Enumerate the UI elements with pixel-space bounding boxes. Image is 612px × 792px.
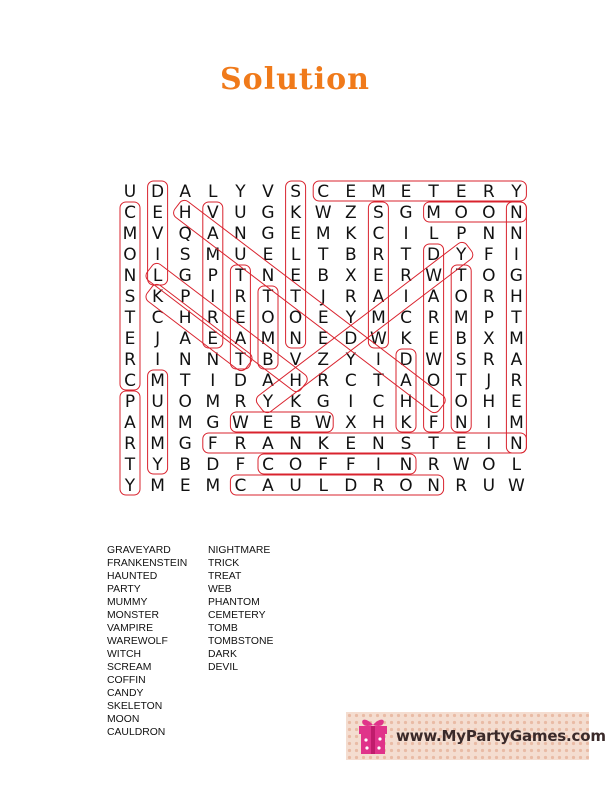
word-list-column-1	[107, 544, 187, 739]
grid-letter: M	[205, 392, 221, 412]
grid-letter: L	[511, 455, 522, 475]
grid-letter: N	[454, 413, 468, 433]
grid-letter: T	[456, 266, 467, 286]
grid-letter: V	[151, 224, 164, 244]
grid-letter: T	[124, 308, 136, 328]
grid-letter: O	[288, 455, 303, 475]
grid-letter: S	[290, 182, 301, 202]
grid-letter: M	[205, 476, 221, 496]
grid-letter: M	[426, 203, 441, 223]
grid-letter: G	[399, 203, 413, 223]
grid-letter: F	[345, 455, 356, 475]
grid-letter: U	[234, 245, 247, 265]
grid-letter: E	[179, 476, 191, 496]
grid-letter: O	[426, 371, 441, 391]
grid-letter: M	[150, 434, 165, 454]
grid-letter: T	[428, 182, 439, 202]
grid-letter: Y	[235, 182, 246, 202]
grid-letter: F	[318, 455, 329, 475]
grid-letter: S	[455, 350, 467, 370]
grid-letter: I	[403, 287, 409, 307]
grid-letter: L	[318, 476, 328, 496]
grid-letter: G	[261, 203, 275, 223]
grid-letter: L	[208, 182, 218, 202]
grid-letter: B	[262, 350, 274, 370]
grid-letter: I	[375, 350, 381, 370]
grid-letter: I	[155, 350, 161, 370]
grid-letter: O	[399, 476, 413, 496]
grid-letter: W	[425, 350, 443, 370]
grid-letter: E	[511, 392, 522, 412]
grid-letter: N	[289, 329, 302, 349]
grid-letter: Y	[456, 245, 467, 265]
grid-letter: E	[428, 329, 439, 349]
grid-letter: A	[510, 350, 523, 370]
word-list-item: CEMETERY	[208, 610, 266, 621]
word-list-item: NIGHTMARE	[208, 545, 271, 556]
word-list-column-2	[208, 544, 273, 674]
grid-letter: Q	[178, 224, 192, 244]
grid-letter: J	[486, 371, 492, 391]
word-list-item: WAREWOLF	[107, 636, 168, 647]
gift-icon	[354, 715, 392, 757]
grid-letter: S	[373, 203, 384, 223]
grid-letter: T	[124, 455, 136, 475]
word-list-item: TRICK	[208, 558, 240, 569]
grid-letter: K	[290, 203, 302, 223]
grid-letter: T	[373, 371, 384, 391]
grid-letter: I	[403, 224, 409, 244]
grid-letter: B	[344, 245, 357, 265]
grid-letter: E	[124, 329, 136, 349]
grid-letter: N	[510, 203, 523, 223]
grid-letter: W	[314, 203, 332, 223]
grid-letter: A	[427, 287, 440, 307]
grid-letter: N	[234, 224, 247, 244]
site-url[interactable]: www.MyPartyGames.com	[396, 727, 606, 745]
grid-letter: C	[400, 308, 412, 328]
grid-letter: W	[369, 329, 387, 349]
grid-letter: K	[290, 392, 302, 412]
grid-letter: R	[400, 266, 412, 286]
grid-letter: N	[206, 350, 220, 370]
grid-letter: P	[180, 287, 191, 307]
grid-letter: M	[150, 413, 165, 433]
grid-letter: D	[206, 455, 220, 475]
grid-letter: K	[152, 287, 164, 307]
grid-letter: T	[290, 287, 301, 307]
grid-letter: W	[452, 455, 470, 475]
grid-letter: I	[348, 392, 354, 412]
word-list-item: VAMPIRE	[107, 623, 153, 634]
grid-letter: I	[210, 371, 216, 391]
grid-letter: Y	[345, 350, 356, 370]
grid-letter: M	[177, 413, 193, 433]
grid-letter: T	[262, 287, 274, 307]
grid-letter: P	[456, 224, 467, 244]
grid-letter: M	[150, 476, 165, 496]
word-list-item: WEB	[208, 584, 232, 595]
grid-letter: T	[456, 371, 467, 391]
grid-letter: J	[320, 287, 326, 307]
grid-letter: Z	[344, 203, 357, 223]
grid-letter: A	[262, 371, 274, 391]
grid-letter: L	[290, 245, 301, 265]
grid-letter: F	[483, 245, 494, 265]
grid-letter: M	[453, 308, 469, 328]
word-list-item: PHANTOM	[208, 597, 260, 608]
grid-letter: H	[399, 392, 413, 412]
grid-letter: U	[289, 476, 302, 496]
grid-letter: G	[316, 392, 330, 412]
grid-letter: B	[455, 329, 468, 349]
word-list-item: SKELETON	[107, 701, 163, 712]
grid-letter: A	[179, 182, 192, 202]
grid-letter: E	[235, 308, 246, 328]
grid-letter: F	[235, 455, 246, 475]
grid-letter: I	[486, 434, 492, 454]
grid-letter: U	[123, 182, 137, 202]
grid-letter: L	[428, 224, 439, 244]
grid-letter: N	[510, 224, 523, 244]
site-banner[interactable]	[346, 712, 606, 760]
grid-letter: J	[155, 329, 161, 349]
grid-letter: N	[510, 434, 523, 454]
grid-letter: D	[344, 329, 358, 349]
word-list-item: TOMB	[208, 623, 238, 634]
grid-letter: W	[314, 413, 332, 433]
grid-letter: D	[344, 476, 358, 496]
word-list-item: TOMBSTONE	[208, 636, 274, 647]
grid-letter: X	[344, 413, 357, 433]
grid-letter: U	[482, 476, 496, 496]
word-list-item: FRANKENSTEIN	[107, 558, 188, 569]
grid-letter: A	[124, 413, 136, 433]
grid-letter: R	[427, 308, 440, 328]
solution-ring	[258, 454, 416, 474]
grid-letter: H	[372, 413, 385, 433]
grid-letter: R	[455, 476, 468, 496]
grid-letter: I	[210, 287, 216, 307]
grid-letter: V	[289, 350, 302, 370]
grid-letter: P	[483, 308, 494, 328]
grid-letter: H	[510, 287, 523, 307]
grid-letter: B	[179, 455, 192, 475]
grid-letter: R	[372, 476, 385, 496]
word-list-item: CAULDRON	[107, 727, 166, 738]
grid-letter: N	[289, 434, 302, 454]
word-list-item: PARTY	[107, 584, 141, 595]
grid-letter: D	[427, 245, 441, 265]
grid-letter: W	[507, 476, 525, 496]
word-list-item: MUMMY	[107, 597, 148, 608]
grid-letter: O	[454, 203, 468, 223]
grid-letter: O	[482, 455, 496, 475]
word-list-item: DEVIL	[208, 662, 239, 673]
grid-letter: C	[124, 371, 136, 391]
grid-letter: N	[399, 455, 413, 475]
word-list-item: GRAVEYARD	[107, 545, 171, 556]
grid-letter: G	[178, 434, 192, 454]
solution-ring	[254, 240, 475, 415]
solution-ring	[144, 261, 310, 394]
grid-letter: R	[372, 245, 385, 265]
grid-letter: E	[290, 266, 301, 286]
word-list-item: HAUNTED	[107, 571, 158, 582]
grid-letter: M	[509, 329, 524, 349]
grid-letter: E	[345, 182, 357, 202]
grid-letter: O	[482, 266, 496, 286]
page-title: Solution	[220, 62, 370, 97]
grid-letter: V	[262, 182, 274, 202]
grid-letter: U	[151, 392, 164, 412]
word-list-item: TREAT	[208, 571, 242, 582]
grid-letter: E	[373, 266, 384, 286]
grid-letter: F	[207, 434, 218, 454]
grid-letter: G	[178, 266, 192, 286]
grid-letter: A	[206, 224, 219, 244]
grid-letter: I	[155, 245, 161, 265]
grid-letter: R	[317, 371, 330, 391]
grid-letter: F	[428, 413, 439, 433]
grid-letter: A	[400, 371, 412, 391]
grid-letter: I	[375, 455, 381, 475]
grid-letter: O	[123, 245, 137, 265]
grid-letter: N	[261, 266, 275, 286]
grid-letter: C	[344, 371, 357, 391]
grid-letter: K	[317, 434, 329, 454]
grid-letter: E	[290, 224, 301, 244]
grid-letter: O	[454, 392, 468, 412]
grid-letter: E	[345, 434, 357, 454]
grid-letter: E	[317, 308, 329, 328]
word-list-item: COFFIN	[107, 675, 146, 686]
grid-letter: E	[262, 245, 274, 265]
grid-letter: C	[124, 203, 136, 223]
grid-letter: A	[234, 329, 247, 349]
grid-letter: R	[482, 350, 495, 370]
grid-letter: O	[482, 203, 496, 223]
grid-letter: M	[371, 308, 386, 328]
grid-letter: D	[151, 182, 165, 202]
grid-letter: R	[124, 350, 136, 370]
grid-letter: T	[318, 245, 329, 265]
grid-letter: B	[317, 266, 330, 286]
grid-letter: C	[317, 182, 330, 202]
word-list-item: WITCH	[107, 649, 142, 660]
grid-letter: O	[454, 287, 468, 307]
grid-letter: Y	[262, 392, 274, 412]
grid-letter: B	[289, 413, 302, 433]
grid-letter: C	[372, 392, 385, 412]
grid-letter: G	[509, 266, 523, 286]
grid-letter: M	[371, 182, 386, 202]
grid-letter: Y	[124, 476, 136, 496]
grid-letter: C	[372, 224, 385, 244]
grid-letter: X	[344, 266, 357, 286]
grid-letter: A	[262, 434, 274, 454]
solution-ring	[203, 433, 527, 453]
word-list-item: MOON	[107, 714, 140, 725]
word-list-item: CANDY	[107, 688, 144, 699]
grid-letter: E	[317, 329, 329, 349]
grid-letter: P	[207, 266, 218, 286]
grid-letter: A	[372, 287, 385, 307]
grid-letter: V	[206, 203, 219, 223]
grid-letter: E	[262, 413, 274, 433]
grid-letter: W	[425, 266, 443, 286]
grid-letter: T	[400, 245, 412, 265]
grid-letter: N	[427, 476, 440, 496]
grid-letter: E	[455, 434, 467, 454]
grid-letter: P	[124, 392, 136, 412]
grid-letter: M	[315, 224, 331, 244]
grid-letter: C	[151, 308, 164, 328]
grid-letter: N	[178, 350, 192, 370]
grid-letter: K	[400, 413, 412, 433]
grid-letter: R	[482, 182, 495, 202]
grid-letter: U	[234, 203, 247, 223]
grid-letter: H	[178, 203, 192, 223]
word-list-item: SCREAM	[107, 662, 152, 673]
grid-letter: A	[179, 329, 192, 349]
grid-letter: N	[372, 434, 385, 454]
grid-letter: L	[428, 392, 439, 412]
grid-letter: E	[400, 182, 412, 202]
grid-letter: R	[344, 287, 357, 307]
grid-letter: M	[122, 224, 138, 244]
grid-letter: S	[124, 287, 136, 307]
grid-letter: K	[345, 224, 357, 244]
grid-letter: R	[510, 371, 523, 391]
word-list-item: MONSTER	[107, 610, 159, 621]
grid-letter: T	[180, 371, 191, 391]
grid-letter: X	[482, 329, 495, 349]
grid-letter: D	[399, 350, 413, 370]
grid-letter: C	[234, 476, 247, 496]
grid-letter: R	[482, 287, 495, 307]
grid-letter: R	[427, 455, 440, 475]
grid-letter: S	[400, 434, 412, 454]
grid-letter: K	[400, 329, 412, 349]
grid-letter: I	[513, 245, 519, 265]
grid-letter: T	[428, 434, 439, 454]
grid-letter: O	[288, 308, 303, 328]
grid-letter: Y	[345, 308, 356, 328]
grid-letter: S	[179, 245, 191, 265]
grid-letter: E	[455, 182, 467, 202]
grid-letter: H	[482, 392, 496, 412]
grid-letter: C	[262, 455, 274, 475]
grid-letter: G	[261, 224, 275, 244]
grid-letter: M	[509, 413, 524, 433]
grid-letter: Z	[317, 350, 330, 370]
grid-letter: M	[260, 329, 276, 349]
grid-letter: H	[289, 371, 302, 391]
grid-letter: M	[150, 371, 165, 391]
grid-letter: M	[205, 245, 221, 265]
grid-letter: R	[234, 287, 247, 307]
grid-letter: O	[261, 308, 275, 328]
grid-letter: A	[262, 476, 274, 496]
grid-letter: Y	[152, 455, 163, 475]
grid-letter: H	[178, 308, 192, 328]
grid-letter: N	[123, 266, 137, 286]
grid-letter: I	[486, 413, 492, 433]
grid-letter: R	[124, 434, 136, 454]
grid-letter: E	[152, 203, 163, 223]
grid-letter: T	[511, 308, 522, 328]
grid-letter: Y	[511, 182, 522, 202]
grid-letter: D	[233, 371, 247, 391]
grid-letter: R	[234, 392, 247, 412]
grid-letter: O	[178, 392, 192, 412]
grid-letter: W	[231, 413, 249, 433]
letter-cells	[123, 182, 525, 496]
word-list-item: DARK	[208, 649, 237, 660]
grid-letter: T	[235, 350, 246, 370]
grid-letter: G	[206, 413, 220, 433]
grid-letter: R	[206, 308, 219, 328]
grid-letter: N	[482, 224, 496, 244]
grid-letter: E	[207, 329, 219, 349]
grid-letter: L	[152, 266, 163, 286]
grid-letter: T	[235, 266, 246, 286]
grid-letter: R	[234, 434, 247, 454]
